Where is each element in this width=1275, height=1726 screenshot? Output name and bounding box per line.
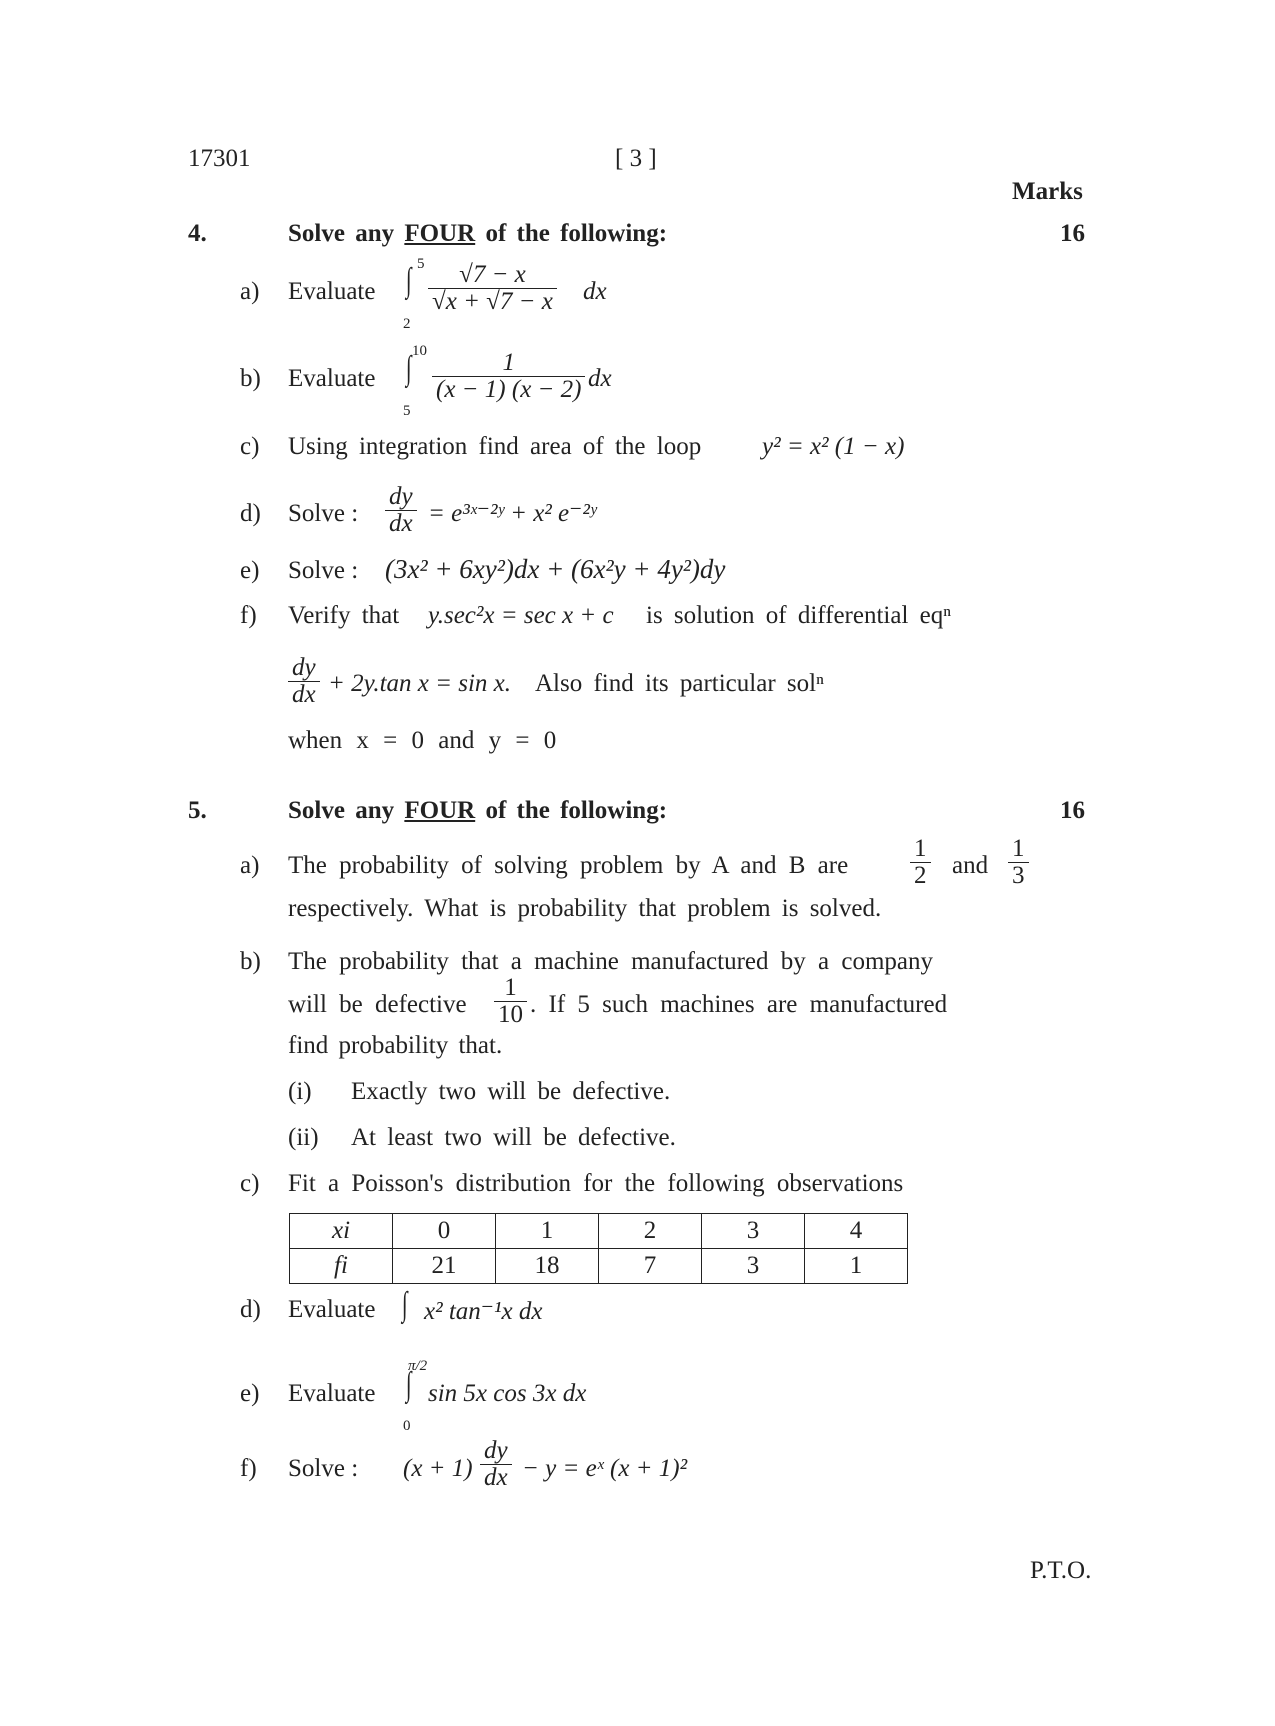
table-cell: 21	[393, 1249, 496, 1284]
q4b-fraction: $\frac{1}{(x - 1) (x - 2)}$	[432, 350, 585, 404]
q4a-fraction: $\frac{√7 - x}{√x + √7 - x}$	[428, 262, 557, 316]
q5e-label: e)	[240, 1380, 260, 1407]
q4b-lower-limit: 5	[403, 403, 411, 419]
table-cell: 2	[599, 1214, 702, 1249]
q4f-line1-expr: y.sec²x = sec x + c	[428, 602, 614, 629]
q4a-upper-limit: 5	[417, 256, 425, 272]
q5b-text2a: will be defective	[288, 991, 467, 1018]
q4f-line3: when x = 0 and y = 0	[288, 727, 557, 754]
table-cell: 4	[805, 1214, 908, 1249]
q4-number: 4.	[188, 220, 207, 247]
q5-instruction: Solve any FOUR of the following:	[288, 797, 668, 824]
q5a-fraction1: $\frac{1}{2}$	[910, 836, 931, 890]
q5e-expr: sin 5x cos 3x dx	[428, 1380, 587, 1407]
q4c-label: c)	[240, 433, 260, 460]
q4-instruction: Solve any FOUR of the following:	[288, 220, 668, 247]
table-cell: fi	[290, 1249, 393, 1284]
q5a-and: and	[952, 852, 989, 879]
q5e-text: Evaluate	[288, 1380, 376, 1407]
q5a-text2: respectively. What is probability that problem is solved.	[288, 895, 882, 922]
q5b-ii-label: (ii)	[288, 1124, 319, 1151]
q4e-text: Solve :	[288, 557, 359, 584]
q4d-text: Solve :	[288, 500, 359, 527]
table-cell: 1	[496, 1214, 599, 1249]
q4b-upper-limit: 10	[412, 343, 427, 359]
q5a-text1: The probability of solving problem by A and B are	[288, 852, 849, 879]
q5b-ii-text: At least two will be defective.	[351, 1124, 676, 1151]
q5c-label: c)	[240, 1170, 260, 1197]
q5f-fraction: $\frac{dy}{dx}$	[480, 1438, 512, 1492]
q5b-text3: find probability that.	[288, 1032, 503, 1059]
table-cell: xi	[290, 1214, 393, 1249]
q4b-dx: dx	[588, 365, 612, 392]
page-number: [ 3 ]	[615, 145, 657, 172]
q4f-line1-tail: is solution of differential eqⁿ	[646, 602, 952, 629]
q5e-upper-limit: π/2	[408, 1358, 428, 1374]
table-cell: 3	[702, 1214, 805, 1249]
q4f-label: f)	[240, 602, 257, 629]
q5b-i-text: Exactly two will be defective.	[351, 1078, 671, 1105]
marks-label: Marks	[1012, 178, 1083, 205]
q5b-text1: The probability that a machine manufactured by a company	[288, 948, 933, 975]
q5e-lower-limit: 0	[403, 1418, 411, 1434]
q5f-expr: − y = eˣ (x + 1)²	[522, 1455, 688, 1482]
q5b-i-label: (i)	[288, 1078, 312, 1105]
q5-number: 5.	[188, 797, 207, 824]
q4c-text: Using integration find area of the loop	[288, 433, 702, 460]
q5b-fraction: $\frac{1}{10}$	[494, 975, 527, 1029]
q4b-text: Evaluate	[288, 365, 376, 392]
q4f-line2-tail: Also find its particular solⁿ	[535, 670, 824, 697]
table-cell: 1	[805, 1249, 908, 1284]
q4a-label: a)	[240, 278, 260, 305]
table-cell: 3	[702, 1249, 805, 1284]
q5d-integral-icon: ∫	[401, 1286, 408, 1323]
q4a-integral-icon: ∫	[405, 262, 412, 299]
q4e-expr: (3x² + 6xy²)dx + (6x²y + 4y²)dy	[385, 554, 726, 584]
q4f-line2-expr: + 2y.tan x = sin x.	[328, 670, 512, 697]
poisson-table	[289, 1213, 908, 1284]
q5f-text: Solve :	[288, 1455, 359, 1482]
q5a-fraction2: $\frac{1}{3}$	[1008, 836, 1029, 890]
q4a-text: Evaluate	[288, 278, 376, 305]
table-cell: 0	[393, 1214, 496, 1249]
q4d-expr: = e³ˣ⁻²ʸ + x² e⁻²ʸ	[428, 500, 597, 527]
q4c-expr: y² = x² (1 − x)	[762, 433, 905, 460]
q5b-label: b)	[240, 948, 261, 975]
q5d-label: d)	[240, 1296, 261, 1323]
q4b-label: b)	[240, 365, 261, 392]
q5a-label: a)	[240, 852, 260, 879]
q5d-text: Evaluate	[288, 1296, 376, 1323]
q4a-lower-limit: 2	[403, 316, 411, 332]
q4f-line1: Verify that	[288, 602, 400, 629]
q5b-text2b: . If 5 such machines are manufactured	[530, 991, 948, 1018]
table-cell: 7	[599, 1249, 702, 1284]
q4a-dx: dx	[583, 278, 607, 305]
pto-label: P.T.O.	[1030, 1557, 1092, 1584]
q4f-fraction: $\frac{dy}{dx}$	[288, 655, 320, 709]
paper-code: 17301	[188, 145, 251, 172]
q4d-label: d)	[240, 500, 261, 527]
q5f-label: f)	[240, 1455, 257, 1482]
q4b-integral-icon: ∫	[405, 350, 412, 387]
q5e-integral-icon: ∫	[405, 1366, 412, 1403]
q5c-text: Fit a Poisson's distribution for the following observations	[288, 1170, 904, 1197]
q4e-label: e)	[240, 557, 260, 584]
q5d-expr: x² tan⁻¹x dx	[424, 1298, 543, 1325]
q5-marks: 16	[1060, 797, 1085, 824]
table-row	[290, 1214, 908, 1249]
table-row	[290, 1249, 908, 1284]
q4-marks: 16	[1060, 220, 1085, 247]
q4d-fraction: $\frac{dy}{dx}$	[385, 484, 417, 538]
table-cell: 18	[496, 1249, 599, 1284]
q5f-pre: (x + 1)	[403, 1455, 473, 1482]
